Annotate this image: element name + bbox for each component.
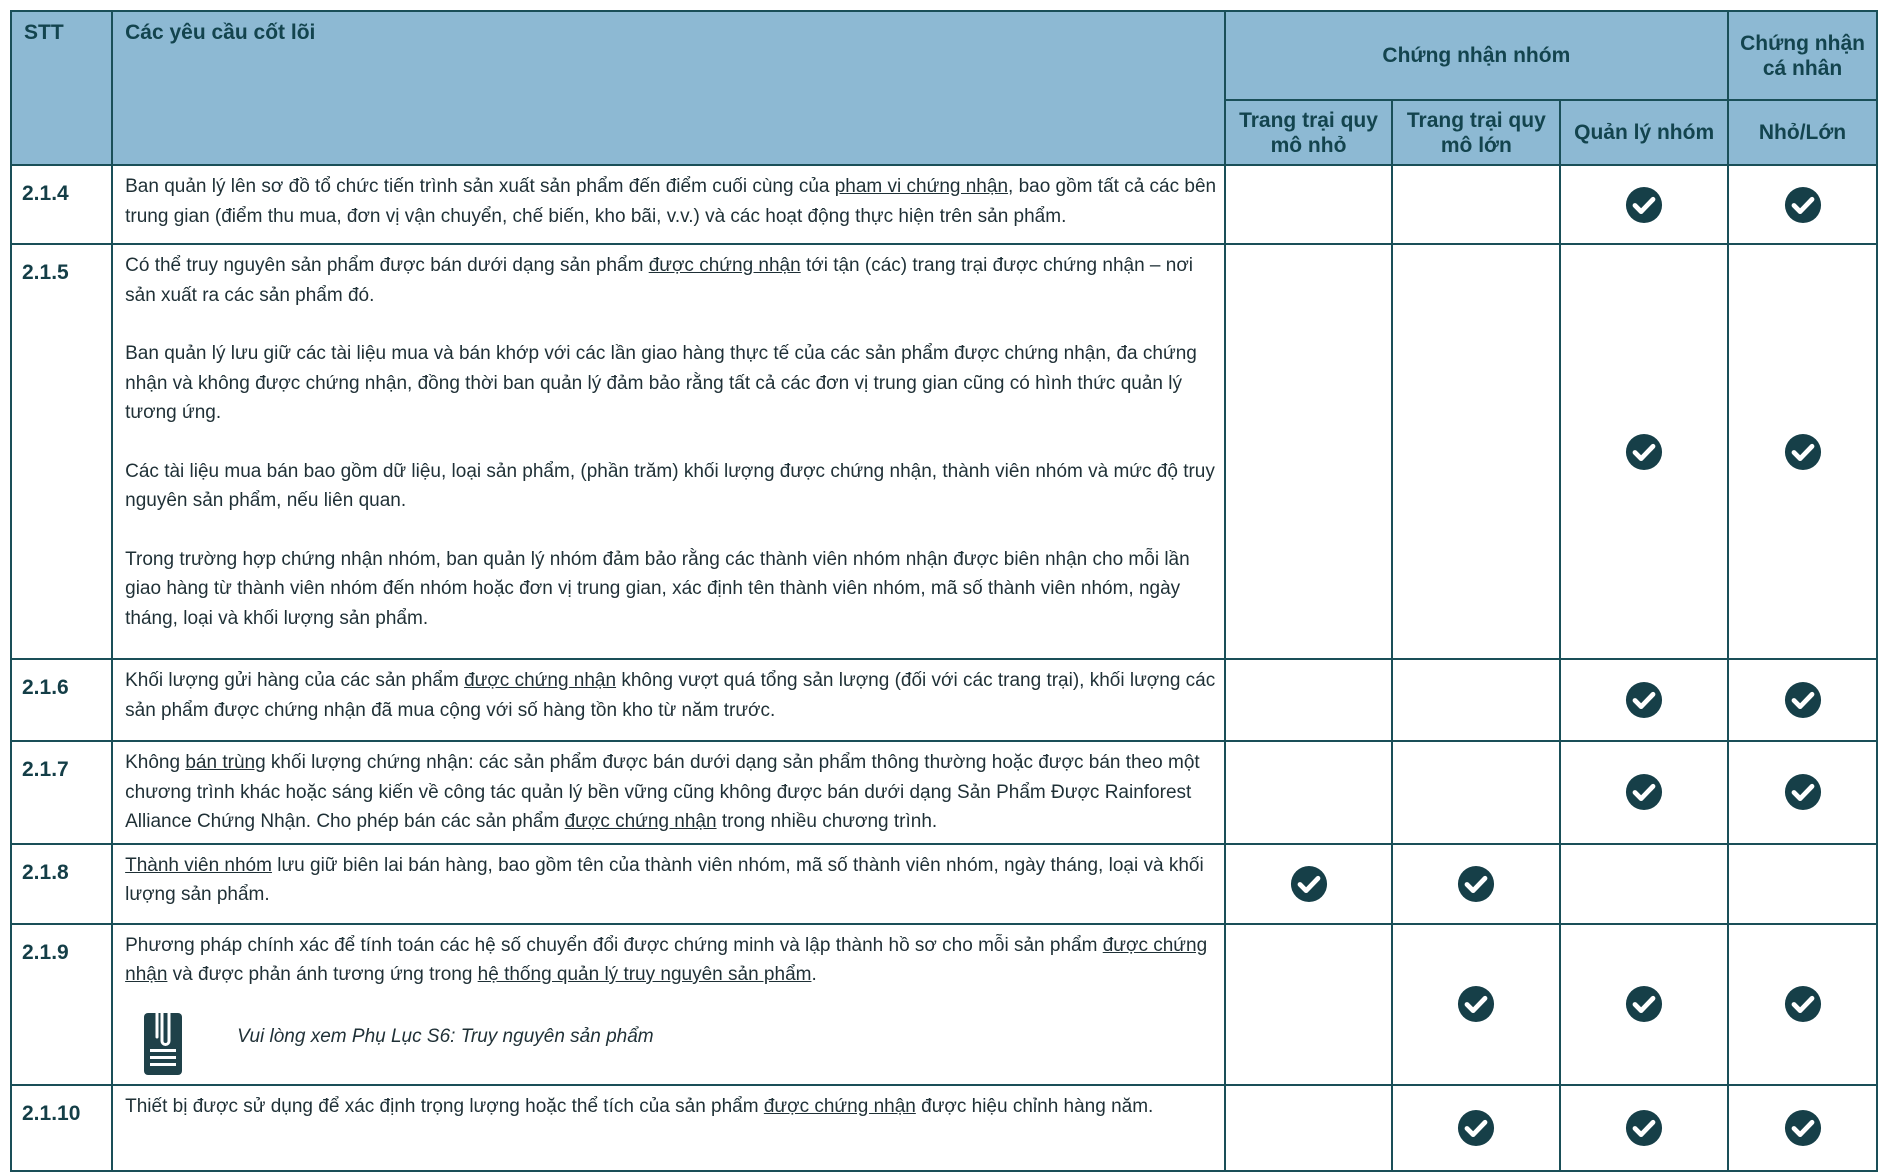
- check-circle-icon: [1784, 773, 1822, 811]
- requirement-id: 2.1.10: [11, 1085, 112, 1171]
- requirement-id: 2.1.4: [11, 165, 112, 244]
- check-circle-icon: [1625, 186, 1663, 224]
- table-row: [11, 741, 1877, 844]
- check-circle-icon: [1290, 865, 1328, 903]
- applicability-cell: [1560, 924, 1728, 1085]
- requirement-text: [112, 924, 1224, 1085]
- header-stt: STT: [11, 11, 112, 165]
- requirement-text: [112, 741, 1224, 844]
- check-circle-icon: [1625, 773, 1663, 811]
- requirement-paragraph: Có thể truy nguyên sản phẩm được bán dưới dạng sản phẩm được chứng nhận tới tận (các) trang trại được chứng nhận – nơi sản xuất ra các sản phẩm đó.: [125, 255, 1194, 306]
- applicability-cell: [1560, 844, 1728, 924]
- applicability-cell: [1225, 924, 1393, 1085]
- requirement-paragraph: Ban quản lý lên sơ đồ tổ chức tiến trình sản xuất sản phẩm đến điểm cuối cùng của pham vi chứng nhận, bao gồm tất cả các bên trung gian (điểm thu mua, đơn vị vận chuyển, chế biến, kho bãi, v.v.) và các hoạt động thực hiện trên sản phẩm.: [125, 176, 1217, 227]
- requirement-text: [112, 659, 1224, 741]
- requirement-paragraph: Thành viên nhóm lưu giữ biên lai bán hàng, bao gồm tên của thành viên nhóm, mã số thành viên nhóm, ngày tháng, loại và khối lượng sản phẩm.: [125, 854, 1204, 905]
- requirement-id: 2.1.7: [11, 741, 112, 844]
- check-circle-icon: [1625, 1109, 1663, 1147]
- table-row: [11, 1085, 1877, 1171]
- glossary-term: được chứng nhận: [648, 255, 801, 276]
- applicability-cell: [1560, 659, 1728, 741]
- requirement-text: [112, 244, 1224, 659]
- check-circle-icon: [1784, 186, 1822, 224]
- applicability-cell: [1392, 1085, 1560, 1171]
- table-body: [11, 165, 1877, 1171]
- requirement-paragraph: Phương pháp chính xác để tính toán các hệ số chuyển đổi được chứng minh và lập thành hồ sơ cho mỗi sản phẩm được chứng nhận và được phản ánh tương ứng trong hệ thống quản lý truy nguyên sản phẩm.: [125, 934, 1208, 985]
- applicability-cell: [1225, 659, 1393, 741]
- applicability-cell: [1225, 1085, 1393, 1171]
- table-row: [11, 924, 1877, 1085]
- applicability-cell: [1225, 244, 1393, 659]
- requirement-paragraph: Khối lượng gửi hàng của các sản phẩm được chứng nhận không vượt quá tổng sản lượng (đối với các trang trại), khối lượng các sản phẩm được chứng nhận đã mua cộng với số hàng tồn kho từ năm trước.: [125, 670, 1216, 721]
- applicability-cell: [1728, 659, 1877, 741]
- table-row: [11, 844, 1877, 924]
- applicability-cell: [1392, 165, 1560, 244]
- check-circle-icon: [1625, 433, 1663, 471]
- glossary-term: được chứng nhận: [125, 934, 1208, 985]
- check-circle-icon: [1625, 985, 1663, 1023]
- header-group-certification: Chứng nhận nhóm: [1225, 11, 1728, 100]
- applicability-cell: [1560, 165, 1728, 244]
- requirement-text: [112, 1085, 1224, 1171]
- glossary-term: pham vi chứng nhận: [834, 176, 1009, 197]
- requirement-paragraph: Các tài liệu mua bán bao gồm dữ liệu, loại sản phẩm, (phần trăm) khối lượng được chứng nhận, thành viên nhóm và mức độ truy nguyên sản phẩm, nếu liên quan.: [125, 460, 1215, 511]
- check-circle-icon: [1784, 681, 1822, 719]
- check-circle-icon: [1625, 681, 1663, 719]
- glossary-term: bán trùng: [185, 752, 266, 773]
- check-circle-icon: [1457, 985, 1495, 1023]
- check-circle-icon: [1457, 1109, 1495, 1147]
- requirement-id: 2.1.9: [11, 924, 112, 1085]
- requirement-text: [112, 844, 1224, 924]
- check-circle-icon: [1784, 1109, 1822, 1147]
- requirement-paragraph: Trong trường hợp chứng nhận nhóm, ban quản lý nhóm đảm bảo rằng các thành viên nhóm nhận được biên nhận cho mỗi lần giao hàng từ thành viên nhóm đến nhóm hoặc đơn vị trung gian, xác định tên thành viên nhóm, mã số thành viên nhóm, ngày tháng, loại và khối lượng sản phẩm.: [125, 548, 1190, 629]
- glossary-term: được chứng nhận: [464, 670, 617, 691]
- header-requirements: Các yêu cầu cốt lõi: [112, 11, 1224, 165]
- header-group-management: Quản lý nhóm: [1560, 100, 1728, 165]
- table-row: [11, 244, 1877, 659]
- reference-note: [125, 996, 1223, 1078]
- applicability-cell: [1392, 741, 1560, 844]
- requirement-text: [112, 165, 1224, 244]
- requirements-table: [10, 10, 1878, 1172]
- check-circle-icon: [1457, 865, 1495, 903]
- clipboard-icon: [141, 997, 185, 1077]
- applicability-cell: [1728, 741, 1877, 844]
- table-row: [11, 659, 1877, 741]
- check-circle-icon: [1784, 433, 1822, 471]
- header-large-farms: Trang trại quy mô lớn: [1392, 100, 1560, 165]
- header-small-large: Nhỏ/Lớn: [1728, 100, 1877, 165]
- glossary-term: hệ thống quản lý truy nguyên sản phẩm: [477, 964, 812, 985]
- applicability-cell: [1560, 1085, 1728, 1171]
- table-row: [11, 165, 1877, 244]
- applicability-cell: [1560, 741, 1728, 844]
- glossary-term: Thành viên nhóm: [125, 854, 272, 876]
- check-circle-icon: [1784, 985, 1822, 1023]
- requirement-id: 2.1.8: [11, 844, 112, 924]
- header-individual-certification: Chứng nhận cá nhân: [1728, 11, 1877, 100]
- applicability-cell: [1728, 924, 1877, 1085]
- requirement-paragraph: Ban quản lý lưu giữ các tài liệu mua và bán khớp với các lần giao hàng thực tế của các sản phẩm được chứng nhận, đa chứng nhận và không được chứng nhận, đồng thời ban quản lý đảm bảo rằng tất cả các đơn vị trung gian cũng có hình thức quản lý tương ứng.: [125, 343, 1197, 423]
- applicability-cell: [1225, 165, 1393, 244]
- applicability-cell: [1225, 741, 1393, 844]
- applicability-cell: [1225, 844, 1393, 924]
- reference-note-text: Vui lòng xem Phụ Lục S6: Truy nguyên sản phẩm: [237, 1025, 654, 1047]
- applicability-cell: [1728, 165, 1877, 244]
- requirement-id: 2.1.6: [11, 659, 112, 741]
- glossary-term: được chứng nhận: [763, 1095, 916, 1117]
- glossary-term: được chứng nhận: [564, 811, 717, 832]
- requirement-paragraph: Thiết bị được sử dụng để xác định trọng lượng hoặc thể tích của sản phẩm được chứng nhận được hiệu chỉnh hàng năm.: [125, 1095, 1154, 1117]
- applicability-cell: [1728, 244, 1877, 659]
- applicability-cell: [1560, 244, 1728, 659]
- requirement-id: 2.1.5: [11, 244, 112, 659]
- applicability-cell: [1728, 844, 1877, 924]
- applicability-cell: [1392, 659, 1560, 741]
- header-small-farms: Trang trại quy mô nhỏ: [1225, 100, 1393, 165]
- applicability-cell: [1728, 1085, 1877, 1171]
- applicability-cell: [1392, 244, 1560, 659]
- applicability-cell: [1392, 924, 1560, 1085]
- applicability-cell: [1392, 844, 1560, 924]
- requirement-paragraph: Không bán trùng khối lượng chứng nhận: các sản phẩm được bán dưới dạng sản phẩm thông thường hoặc được bán theo một chương trình khác hoặc sáng kiến về công tác quản lý bền vững cũng không được bán dưới dạng Sản Phẩm Được Rainforest Alliance Chứng Nhận. Cho phép bán các sản phẩm được chứng nhận trong nhiều chương trình.: [125, 752, 1200, 832]
